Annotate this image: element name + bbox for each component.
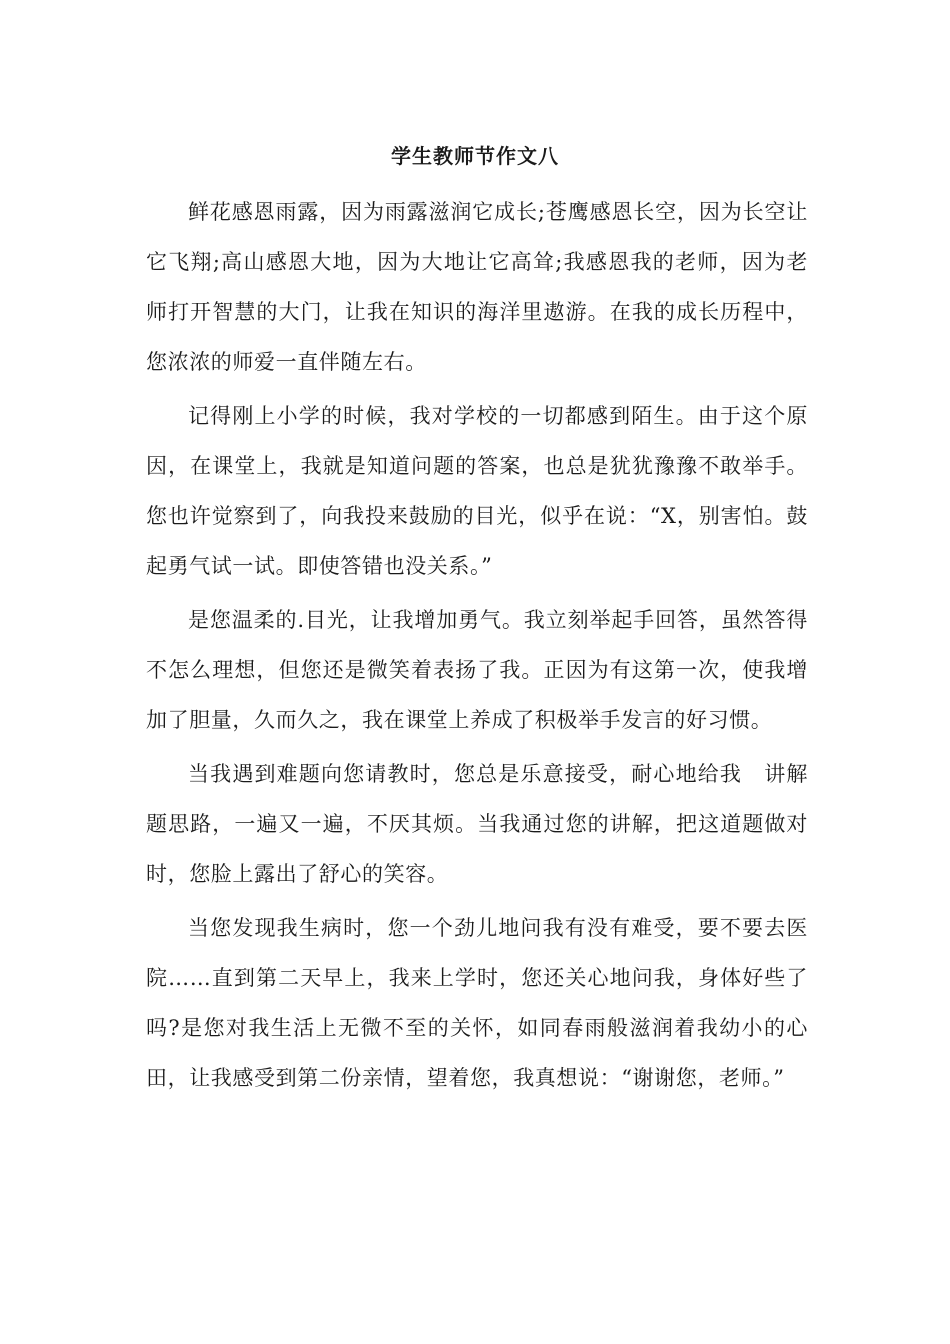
paragraph-4: 当我遇到难题向您请教时，您总是乐意接受，耐心地给我 讲解题思路，一遍又一遍，不厌其烦。当我通过您的讲解，把这道题做对时，您脸上露出了舒心的笑容。 xyxy=(146,762,808,886)
document-title: 学生教师节作文八 xyxy=(391,144,559,168)
paragraph-3: 是您温柔的.目光，让我增加勇气。我立刻举起手回答，虽然答得不怎么理想，但您还是微笑着表扬了我。正因为有这第一次，使我增加了胆量，久而久之，我在课堂上养成了积极举手发言的好习惯。 xyxy=(146,608,808,732)
paragraph-1: 鲜花感恩雨露，因为雨露滋润它成长;苍鹰感恩长空，因为长空让它飞翔;高山感恩大地，因为大地让它高耸;我感恩我的老师，因为老师打开智慧的大门，让我在知识的海洋里遨游。在我的成长历程中，您浓浓的师爱一直伴随左右。 xyxy=(146,200,808,374)
paragraph-2: 记得刚上小学的时候，我对学校的一切都感到陌生。由于这个原因，在课堂上，我就是知道问题的答案，也总是犹犹豫豫不敢举手。您也许觉察到了，向我投来鼓励的目光，似乎在说：“X，别害怕。鼓起勇气试一试。即使答错也没关系。” xyxy=(146,404,808,578)
paragraph-5: 当您发现我生病时，您一个劲儿地问我有没有难受，要不要去医院……直到第二天早上，我来上学时，您还关心地问我，身体好些了吗?是您对我生活上无微不至的关怀，如同春雨般滋润着我幼小的心田，让我感受到第二份亲情，望着您，我真想说：“谢谢您，老师。” xyxy=(146,916,808,1090)
document-body xyxy=(146,187,808,1103)
